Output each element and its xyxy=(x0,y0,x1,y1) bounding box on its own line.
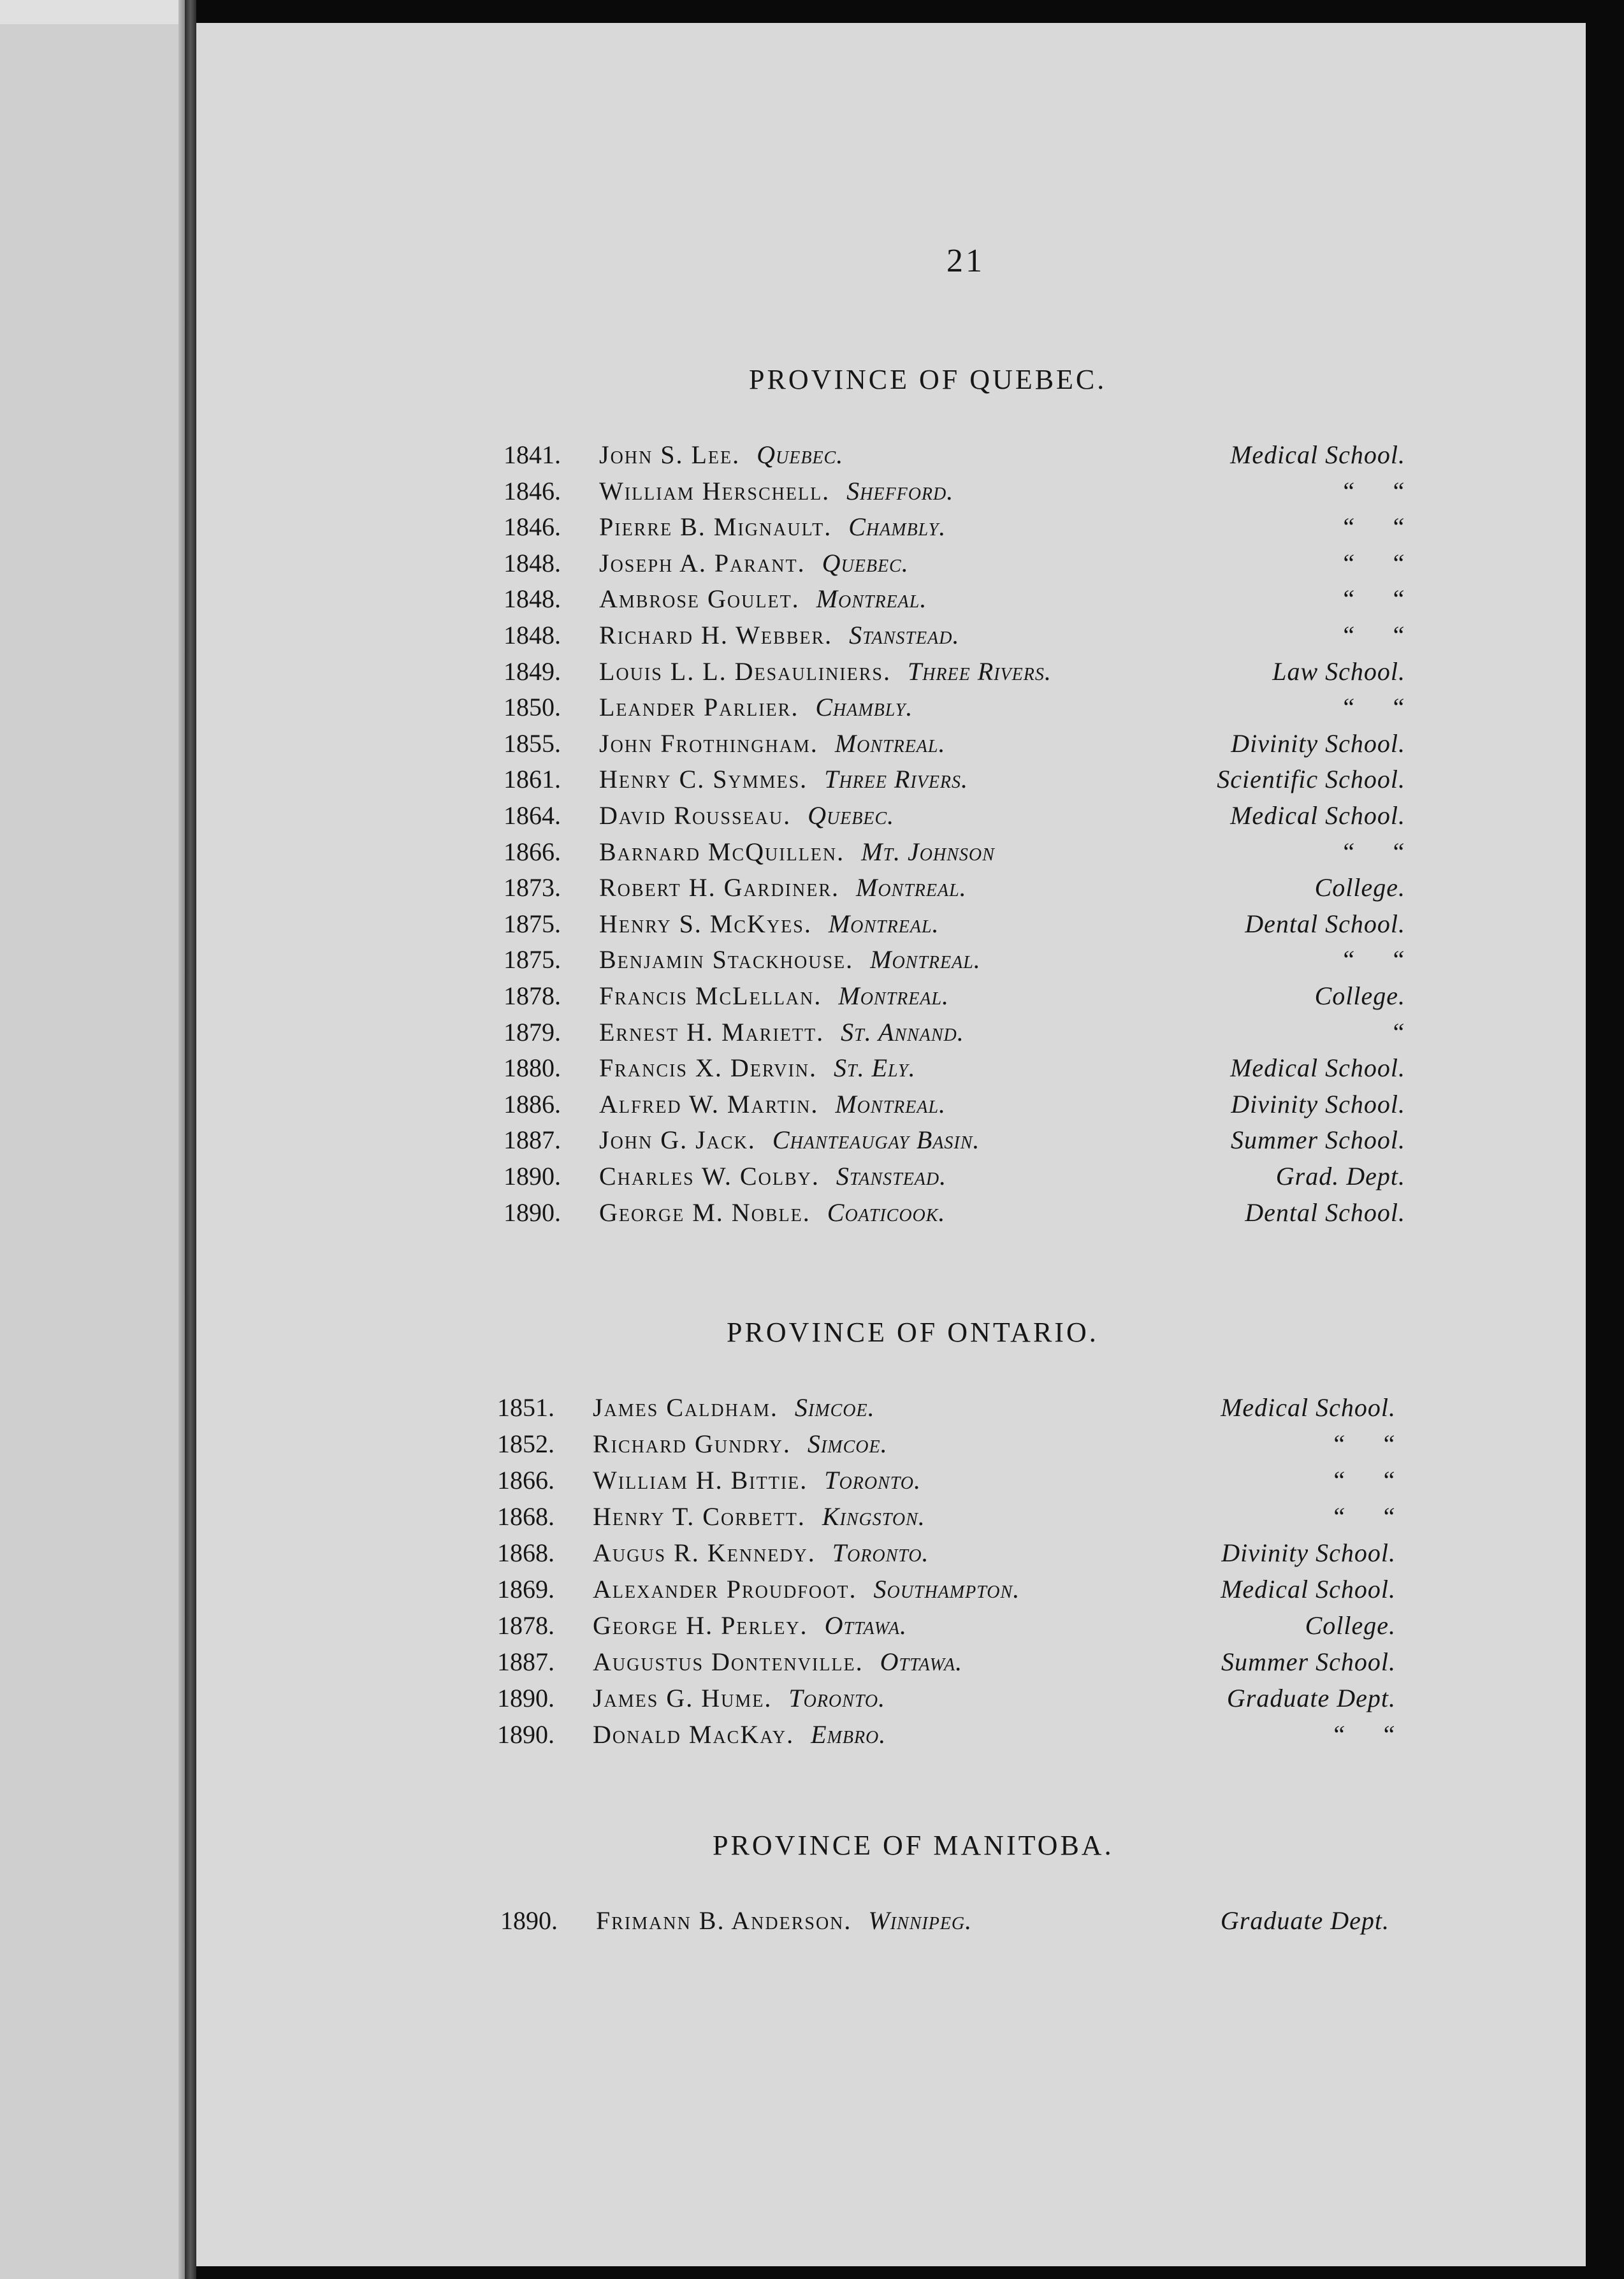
entry-year: 1887. xyxy=(504,1125,561,1154)
entry-school: “ “ xyxy=(1340,584,1405,613)
entry-name-place xyxy=(596,1906,972,1935)
left-page-top-strip xyxy=(0,0,185,24)
entry-name-place xyxy=(599,656,1052,686)
entry-school: Graduate Dept. xyxy=(1220,1906,1389,1935)
entry-place: Montreal. xyxy=(816,584,927,613)
entry-name-place xyxy=(593,1501,925,1531)
left-page-shadow xyxy=(178,0,185,2279)
entry-place: Quebec. xyxy=(822,549,909,577)
entry-place: Ottawa. xyxy=(880,1647,963,1676)
list-item xyxy=(504,1053,1405,1089)
entry-name: James G. Hume. xyxy=(593,1684,772,1712)
entry-school: Divinity School. xyxy=(1231,1090,1405,1118)
entry-name: Ambrose Goulet. xyxy=(599,584,800,613)
entry-name-place xyxy=(599,1125,980,1155)
entry-name-place xyxy=(599,476,953,506)
entry-name: Frimann B. Anderson. xyxy=(596,1906,852,1935)
entry-name-place xyxy=(599,909,939,939)
list-item xyxy=(500,1906,1389,1941)
list-item xyxy=(504,1125,1405,1161)
list-item xyxy=(504,584,1405,619)
entry-school: College. xyxy=(1305,1611,1396,1640)
list-item xyxy=(504,800,1405,836)
entry-place: Toronto. xyxy=(788,1684,886,1712)
entry-place: Embro. xyxy=(811,1720,887,1749)
section-title: PROVINCE OF MANITOBA. xyxy=(713,1830,1114,1861)
entry-name-place xyxy=(599,1161,946,1191)
entry-year: 1890. xyxy=(504,1162,561,1190)
entry-school: Dental School. xyxy=(1245,1198,1405,1227)
entry-school: College. xyxy=(1314,981,1405,1010)
entry-school: “ “ xyxy=(1331,1429,1396,1458)
entry-year: 1852. xyxy=(497,1429,555,1458)
entry-name: Leander Parlier. xyxy=(599,693,799,721)
entry-name-place xyxy=(599,944,981,974)
entry-school: “ “ xyxy=(1331,1466,1396,1494)
list-item xyxy=(497,1647,1396,1682)
entry-school: “ “ xyxy=(1340,837,1405,866)
entry-school: Medical School. xyxy=(1230,801,1405,830)
list-item xyxy=(504,1161,1405,1197)
left-page-edge xyxy=(0,0,189,2279)
entry-school: “ “ xyxy=(1331,1502,1396,1531)
entry-year: 1880. xyxy=(504,1053,561,1082)
entry-year: 1868. xyxy=(497,1502,555,1531)
entry-place: Montreal. xyxy=(834,729,946,758)
entry-school: College. xyxy=(1314,873,1405,902)
entry-name: Augustus Dontenville. xyxy=(593,1647,864,1676)
entry-year: 1864. xyxy=(504,801,561,830)
entry-school: Medical School. xyxy=(1221,1393,1396,1422)
entry-year: 1849. xyxy=(504,657,561,686)
entry-school: Graduate Dept. xyxy=(1226,1684,1396,1712)
entry-place: Stanstead. xyxy=(836,1162,947,1190)
section-title: PROVINCE OF QUEBEC. xyxy=(749,364,1107,395)
entry-school: Divinity School. xyxy=(1221,1538,1396,1567)
entry-year: 1890. xyxy=(504,1198,561,1227)
entry-name: Francis X. Dervin. xyxy=(599,1053,818,1082)
book-spine xyxy=(185,0,196,2279)
entry-place: Winnipeg. xyxy=(868,1906,973,1935)
entry-name-place xyxy=(599,1197,945,1227)
entry-place: St. Ely. xyxy=(834,1053,916,1082)
entry-year: 1848. xyxy=(504,621,561,649)
section-title: PROVINCE OF ONTARIO. xyxy=(727,1317,1099,1348)
entry-name-place xyxy=(599,728,945,758)
entry-school: “ xyxy=(1390,1018,1405,1046)
entry-name: Alexander Proudfoot. xyxy=(593,1575,857,1603)
entry-place: Chambly. xyxy=(848,512,946,541)
entry-name: Henry C. Symmes. xyxy=(599,765,808,793)
entry-place: Southampton. xyxy=(873,1575,1020,1603)
entry-name: John Frothingham. xyxy=(599,729,818,758)
entry-year: 1846. xyxy=(504,512,561,541)
list-item xyxy=(504,764,1405,800)
entry-place: Quebec. xyxy=(808,801,895,830)
entry-name: George M. Noble. xyxy=(599,1198,811,1227)
entry-year: 1861. xyxy=(504,765,561,793)
entry-name-place xyxy=(593,1429,888,1459)
list-item xyxy=(504,728,1405,764)
entry-place: Three Rivers. xyxy=(907,657,1052,686)
entry-name: Donald MacKay. xyxy=(593,1720,795,1749)
entry-place: St. Annand. xyxy=(841,1018,964,1046)
entry-year: 1878. xyxy=(504,981,561,1010)
entry-year: 1879. xyxy=(504,1018,561,1046)
entry-name-place xyxy=(599,620,959,650)
entry-school: “ “ xyxy=(1340,549,1405,577)
entry-place: Montreal. xyxy=(835,1090,946,1118)
list-item xyxy=(504,512,1405,547)
list-item xyxy=(504,944,1405,980)
entry-school: Law School. xyxy=(1272,657,1405,686)
entry-year: 1866. xyxy=(504,837,561,866)
entry-name: Ernest H. Mariett. xyxy=(599,1018,825,1046)
list-item xyxy=(504,837,1405,872)
entry-school: “ “ xyxy=(1331,1720,1396,1749)
entry-name: James Caldham. xyxy=(593,1393,778,1422)
entry-place: Kingston. xyxy=(822,1502,925,1531)
list-item xyxy=(497,1610,1396,1646)
entry-name: George H. Perley. xyxy=(593,1611,808,1640)
list-item xyxy=(504,656,1405,692)
entry-name: Francis McLellan. xyxy=(599,981,822,1010)
entry-year: 1875. xyxy=(504,945,561,974)
entry-year: 1878. xyxy=(497,1611,555,1640)
list-item xyxy=(504,1017,1405,1053)
entry-school: Grad. Dept. xyxy=(1275,1162,1405,1190)
entry-place: Quebec. xyxy=(757,440,844,469)
entry-year: 1875. xyxy=(504,909,561,938)
entry-school: Summer School. xyxy=(1221,1647,1396,1676)
entry-school: Medical School. xyxy=(1221,1575,1396,1603)
entry-name-place xyxy=(593,1683,885,1713)
entry-year: 1850. xyxy=(504,693,561,721)
entry-school: Medical School. xyxy=(1230,440,1405,469)
list-item xyxy=(504,548,1405,584)
entry-name-place xyxy=(599,512,946,542)
entry-school: Medical School. xyxy=(1230,1053,1405,1082)
entry-place: Montreal. xyxy=(856,873,967,902)
entry-name-place xyxy=(599,692,913,722)
entry-name-place xyxy=(593,1574,1020,1604)
entry-name-place xyxy=(599,981,949,1011)
entry-place: Simcoe. xyxy=(807,1429,888,1458)
entry-name-place xyxy=(593,1610,907,1640)
entry-school: Divinity School. xyxy=(1231,729,1405,758)
entry-year: 1869. xyxy=(497,1575,555,1603)
entry-name-place xyxy=(599,1053,916,1083)
entry-school: “ “ xyxy=(1340,621,1405,649)
list-item xyxy=(504,440,1405,475)
entry-school: Summer School. xyxy=(1231,1125,1405,1154)
list-item xyxy=(497,1719,1396,1755)
entry-name: William H. Bittie. xyxy=(593,1466,808,1494)
entry-name-place xyxy=(593,1465,921,1495)
entry-name: Benjamin Stackhouse. xyxy=(599,945,854,974)
entry-name-place xyxy=(593,1538,929,1568)
list-item xyxy=(497,1501,1396,1537)
entry-year: 1890. xyxy=(500,1906,558,1935)
entry-school: “ “ xyxy=(1340,945,1405,974)
entry-place: Shefford. xyxy=(846,477,954,505)
entry-name: Augus R. Kennedy. xyxy=(593,1538,816,1567)
entry-name: Pierre B. Mignault. xyxy=(599,512,832,541)
list-item xyxy=(504,981,1405,1017)
entry-place: Montreal. xyxy=(870,945,981,974)
page-number: 21 xyxy=(946,243,985,279)
entry-school: Scientific School. xyxy=(1217,765,1405,793)
entry-name-place xyxy=(599,548,909,578)
entry-name: Barnard McQuillen. xyxy=(599,837,845,866)
entry-name: Richard H. Webber. xyxy=(599,621,833,649)
entry-school: Dental School. xyxy=(1245,909,1405,938)
entry-place: Toronto. xyxy=(832,1538,929,1567)
entry-place: Simcoe. xyxy=(794,1393,875,1422)
entry-place: Chambly. xyxy=(815,693,913,721)
entry-name: Richard Gundry. xyxy=(593,1429,791,1458)
entry-year: 1841. xyxy=(504,440,561,469)
entry-place: Three Rivers. xyxy=(824,765,969,793)
entry-name-place xyxy=(599,440,843,470)
entry-place: Ottawa. xyxy=(824,1611,908,1640)
entry-name-place xyxy=(599,837,995,867)
entry-year: 1866. xyxy=(497,1466,555,1494)
entry-name-place xyxy=(599,1017,964,1047)
list-item xyxy=(504,692,1405,728)
entry-name: John G. Jack. xyxy=(599,1125,756,1154)
entry-school: “ “ xyxy=(1340,512,1405,541)
entry-name: William Herschell. xyxy=(599,477,830,505)
entry-year: 1868. xyxy=(497,1538,555,1567)
entry-year: 1848. xyxy=(504,584,561,613)
entry-name-place xyxy=(593,1393,875,1422)
entry-year: 1890. xyxy=(497,1684,555,1712)
entry-name-place xyxy=(599,584,927,614)
entry-year: 1886. xyxy=(504,1090,561,1118)
list-item xyxy=(504,1197,1405,1233)
entry-year: 1846. xyxy=(504,477,561,505)
entry-year: 1890. xyxy=(497,1720,555,1749)
entry-name: Charles W. Colby. xyxy=(599,1162,820,1190)
entry-name: John S. Lee. xyxy=(599,440,741,469)
list-item xyxy=(504,620,1405,656)
entry-name-place xyxy=(593,1719,886,1749)
entry-name: David Rousseau. xyxy=(599,801,792,830)
entry-place: Stanstead. xyxy=(849,621,960,649)
entry-place: Coaticook. xyxy=(827,1198,946,1227)
list-item xyxy=(497,1393,1396,1428)
list-item xyxy=(497,1574,1396,1610)
entry-school: “ “ xyxy=(1340,693,1405,721)
entry-name: Robert H. Gardiner. xyxy=(599,873,839,902)
list-item xyxy=(497,1538,1396,1574)
entry-name: Henry S. McKyes. xyxy=(599,909,812,938)
entry-name: Alfred W. Martin. xyxy=(599,1090,819,1118)
list-item xyxy=(497,1429,1396,1465)
list-item xyxy=(504,1089,1405,1125)
entry-place: Chanteaugay Basin. xyxy=(772,1125,980,1154)
list-item xyxy=(504,872,1405,908)
entry-name-place xyxy=(599,872,967,902)
list-item xyxy=(497,1683,1396,1719)
entry-name-place xyxy=(599,800,894,830)
entry-name: Henry T. Corbett. xyxy=(593,1502,806,1531)
entry-place: Montreal. xyxy=(838,981,950,1010)
entry-year: 1851. xyxy=(497,1393,555,1422)
entry-place: Toronto. xyxy=(824,1466,922,1494)
entry-name-place xyxy=(599,764,968,794)
entry-name-place xyxy=(599,1089,946,1119)
entry-name: Joseph A. Parant. xyxy=(599,549,806,577)
entry-name: Louis L. L. Desauliniers. xyxy=(599,657,891,686)
list-item xyxy=(497,1465,1396,1501)
entry-place: Mt. Johnson xyxy=(861,837,995,866)
list-item xyxy=(504,909,1405,944)
entry-year: 1855. xyxy=(504,729,561,758)
entry-place: Montreal. xyxy=(828,909,939,938)
entry-name-place xyxy=(593,1647,962,1677)
entry-school: “ “ xyxy=(1340,477,1405,505)
entry-year: 1887. xyxy=(497,1647,555,1676)
entry-year: 1848. xyxy=(504,549,561,577)
entry-year: 1873. xyxy=(504,873,561,902)
list-item xyxy=(504,476,1405,512)
